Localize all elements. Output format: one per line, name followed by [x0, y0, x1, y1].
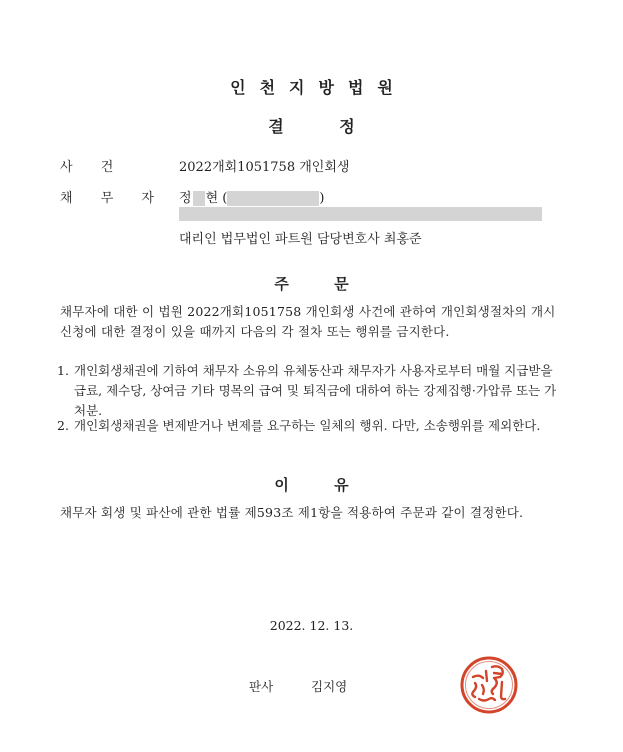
- order-title: 주 문: [274, 275, 349, 293]
- debtor-label: 채 무 자: [60, 191, 154, 206]
- judge-title: 판사: [249, 679, 274, 694]
- case-value: 2022개회1051758 개인회생: [179, 160, 350, 175]
- judge-seal-stamp: [459, 655, 519, 715]
- case-label: 사 건: [60, 160, 114, 175]
- judge-name: 김지영: [311, 679, 348, 694]
- order-intro: 채무자에 대한 이 법원 2022개회1051758 개인회생 사건에 관하여 개인회생절차의 개시신청에 대한 결정이 있을 때까지 다음의 각 절차 또는 행위를 금지한다.: [60, 304, 556, 339]
- order-item-number: 1.: [57, 363, 69, 378]
- agent-line: 대리인 법무법인 파트원 담당변호사 최홍준: [179, 232, 422, 247]
- redacted-id-number: [227, 191, 319, 206]
- debtor-name-close: ): [319, 191, 325, 206]
- document-type-title: 결 정: [268, 117, 355, 136]
- redacted-address: [179, 207, 542, 221]
- order-item-text: 개인회생채권에 기하여 채무자 소유의 유체동산과 채무자가 사용자로부터 매월 지급받을 급료, 제수당, 상여금 기타 명목의 급여 및 퇴직금에 대하여 하는 강제집행·가압류 또는 가처분.: [74, 363, 557, 418]
- reason-text: 채무자 회생 및 파산에 관한 법률 제593조 제1항을 적용하여 주문과 같이 결정한다.: [60, 505, 524, 520]
- debtor-name: [179, 187, 324, 206]
- decision-date: 2022. 12. 13.: [269, 618, 354, 633]
- order-item: [57, 416, 563, 436]
- debtor-name-start: 정: [179, 191, 192, 206]
- debtor-name-end: 현 (: [205, 191, 228, 206]
- redacted-name-char: [193, 191, 205, 206]
- order-item-text: 개인회생채권을 변제받거나 변제를 요구하는 일체의 행위. 다만, 소송행위를 제외한다.: [74, 418, 541, 433]
- court-name: 인천지방법원: [230, 78, 407, 97]
- order-item: [57, 361, 563, 421]
- reason-title: 이 유: [274, 476, 349, 494]
- order-item-number: 2.: [57, 418, 69, 433]
